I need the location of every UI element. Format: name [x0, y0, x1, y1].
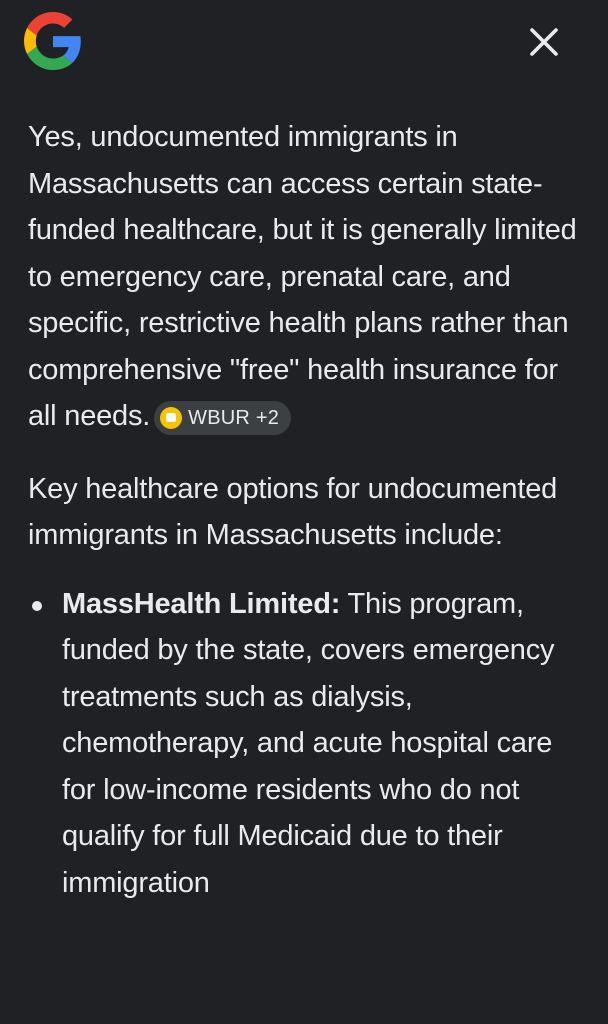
answer-paragraph-2: Key healthcare options for undocumented immigrants in Massachusetts include: [28, 472, 558, 551]
close-button[interactable] [522, 20, 566, 64]
google-g-icon [24, 12, 82, 70]
bullet-list [28, 581, 584, 907]
wbur-source-icon [160, 407, 182, 429]
answer-paragraph-1 [28, 114, 584, 440]
close-icon [529, 27, 559, 57]
bullet-dot-icon [32, 601, 42, 611]
source-chip[interactable] [154, 401, 291, 435]
top-bar [0, 0, 608, 80]
answer-paragraph-1-text: Yes, undocumented immigrants in Massachusetts can access certain state-funded healthcare, but it is generally limited to emergency care, prenatal care, and specific, restrictive health plans rather than comprehensive "free" health insurance for all needs. [28, 121, 577, 432]
bullet-item [28, 581, 584, 907]
bullet-title: MassHealth Limited: [62, 587, 341, 620]
source-chip-label: WBUR +2 [188, 406, 280, 429]
ai-answer-content [28, 114, 584, 906]
bullet-text: This program, funded by the state, covers emergency treatments such as dialysis, chemotherapy, and acute hospital care for low-income residents who do not qualify for full Medicaid due to their immigration [62, 587, 555, 899]
